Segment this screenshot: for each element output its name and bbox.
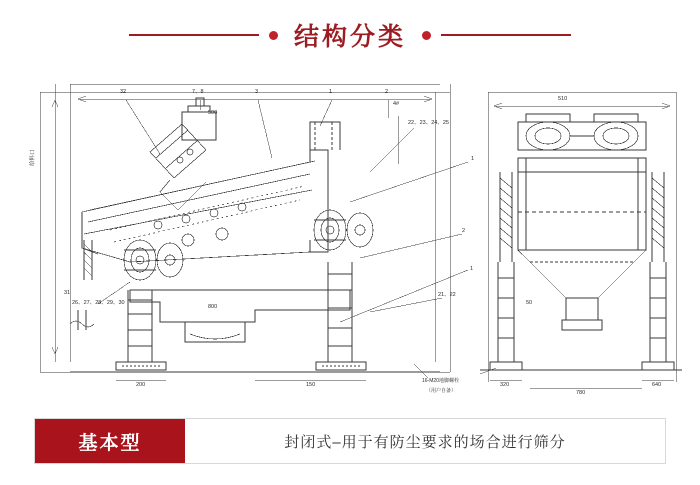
- bullet-dot-right-icon: [422, 31, 431, 40]
- annotation-label: 2: [385, 89, 389, 95]
- annotation-label: 50: [526, 300, 533, 306]
- technical-drawing: [10, 62, 690, 402]
- annotation-label: （用户自备）: [426, 388, 457, 394]
- bullet-dot-left-icon: [269, 31, 278, 40]
- annotation-label: 7、8: [192, 89, 204, 95]
- annotation-label: 21、22: [438, 292, 456, 298]
- annotation-label: 16-M20地脚螺栓: [422, 378, 459, 384]
- annotation-label: 2: [462, 228, 466, 234]
- annotation-label: 3: [255, 89, 259, 95]
- annotation-label: 500: [208, 110, 218, 116]
- caption-description: 封闭式–用于有防尘要求的场合进行筛分: [284, 433, 566, 451]
- annotation-label: 31: [64, 290, 71, 296]
- page-header: [0, 14, 700, 56]
- annotation-label: 320: [500, 382, 510, 388]
- annotation-label: 1: [329, 89, 333, 95]
- annotation-label: 1: [470, 266, 474, 272]
- annotation-label: 给料口: [30, 149, 36, 166]
- annotation-label: 150: [306, 382, 316, 388]
- header-rule-right: [441, 34, 571, 36]
- drawing-annotations: [28, 89, 661, 396]
- annotation-label: 22、23、24、25: [408, 120, 449, 126]
- annotation-label: 780: [576, 390, 586, 396]
- end-elevation-view: [480, 92, 682, 388]
- annotation-label: 640: [652, 382, 662, 388]
- header-rule-left: [129, 34, 259, 36]
- annotation-label: 200: [136, 382, 146, 388]
- annotation-label: 510: [558, 96, 568, 102]
- annotation-label: 800: [208, 304, 218, 310]
- model-type-badge: 基本型: [35, 419, 185, 463]
- page-title: 结构分类: [293, 23, 406, 51]
- annotation-label: 26、27、28、29、30: [72, 300, 125, 306]
- side-elevation-view: [40, 84, 468, 380]
- drawing-canvas: [10, 62, 690, 402]
- annotation-label: 1: [471, 156, 475, 162]
- annotation-label: 32: [120, 89, 127, 95]
- annotation-label: 4#: [393, 101, 400, 107]
- caption-bar: [34, 418, 666, 464]
